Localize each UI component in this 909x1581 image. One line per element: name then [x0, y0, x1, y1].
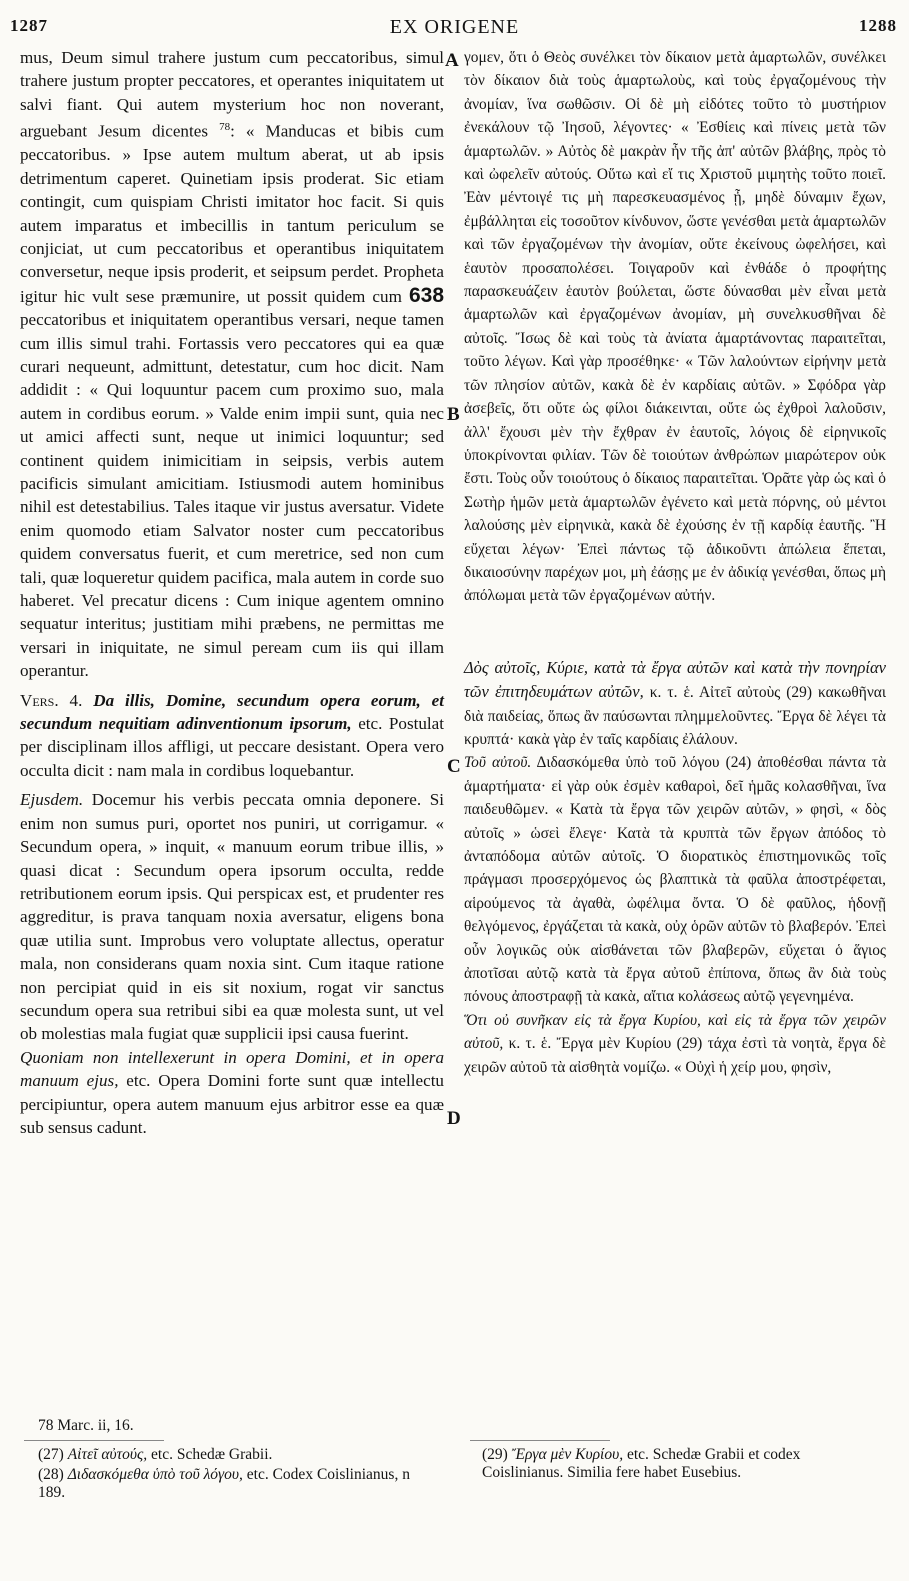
margin-letter-b: B: [447, 404, 460, 425]
latin-paragraph-ejusdem: Ejusdem. Docemur his verbis peccata omnia deponere. Si enim non sumus puri, oportet nos puniri, ut corrigamur. « Secundum opera, » inquit, « manuum eorum tribue illis, » quasi dicat : Secundum opera ipsorum occulta, redde retributionem eorum ipsis. Qui perspicax est, et prudenter res aggreditur, is prava tanquam noxia aversatur, eligens bona quæ utilia sunt. Improbus vero voluptate allectus, operatur mala, non considerans quam noxia sint. Cum itaque ratione non percipiat quid in eis sit noxium, rogat vir sanctus secundum opera sua retribui sibi ea quæ molesta sunt, ut vel ob molestias mala fugiat quæ supplicii ipsi causa fuerint.: [20, 790, 445, 1044]
footnote-27: (27) Αἰτεῖ αὐτούς, etc. Schedæ Grabii.: [38, 1446, 273, 1463]
latin-paragraph-vers4: Vers. 4. Da illis, Domine, secundum opera eorum, et secundum nequitiam adinventionum ipsorum, etc. Postulat per disciplinam illos affligi, ut peccare desistant. Opera vero occulta dicit : nam mala in cordibus loquebantur.: [20, 690, 445, 780]
footnote-78: 78 Marc. ii, 16.: [38, 1417, 134, 1434]
margin-letter-d: D: [447, 1108, 461, 1129]
margin-letter-a: A: [445, 50, 459, 71]
greek-column: [464, 46, 886, 1079]
greek-paragraph-oti: Ὅτι οὐ συνῆκαν εἰς τὰ ἔργα Κυρίου, καὶ εἰς τὰ ἔργα τῶν χειρῶν αὐτοῦ, κ. τ. ἑ. Ἔργα μὲν Κυρίου (29) τάχα ἐστὶ τὰ νοητὰ, ἔργα δὲ χειρῶν αὐτοῦ τὰ αἰσθητὰ νομίζω. « Οὐχὶ ἡ χείρ μου, φησὶν,: [464, 1011, 886, 1076]
latin-column: [20, 46, 444, 1139]
footnote-ref-78: 78: [219, 121, 231, 134]
left-page-number: 1287: [10, 16, 48, 35]
footnote-rule-left: [24, 1440, 164, 1441]
footnote-29: (29) Ἔργα μὲν Κυρίου, etc. Schedæ Grabii et codex Coislinianus. Similia fere habet Eusebius.: [482, 1446, 801, 1481]
footnote-28: (28) Διδασκόμεθα ὑπὸ τοῦ λόγου, etc. Codex Coislinianus, n 189.: [38, 1466, 410, 1501]
page-header: [0, 16, 909, 40]
greek-paragraph-1: γομεν, ὅτι ὁ Θεὸς συνέλκει τὸν δίκαιον μετὰ ἁμαρτωλῶν, συνέλκει τὸν δίκαιον διὰ τοὺς ἁμαρτωλοὺς, καὶ τοὺς ἐργαζομένους τὴν ἀνομίαν, ἵνα σωθῶσιν. Οἱ δὲ μὴ εἰδότες τοῦτο τὸ μυστήριον ἐνεκάλουν τῷ Ἰησοῦ, λέγοντες· « Ἐσθίεις καὶ πίνεις μετὰ τῶν ἁμαρτωλῶν. » Αὐτὸς δὲ μακρὰν ἦν τῆς ἀπ' αὐτῶν βλάβης, πρὸς τὸ καὶ ὠφελεῖν αὐτούς. Οὕτω καὶ εἴ τις Χριστοῦ μιμητὴς τοῦτο ποιεῖ. Ἐὰν μέντοιγέ τις μὴ παρεσκευασμένος ᾖ, μηδὲ δύναμιν ἔχων, ἐμβάλληται εἰς τοσοῦτον κίνδυνον, ὥστε γενέσθαι μετὰ ἁμαρτωλῶν καὶ τῶν ἐργαζομένων τὴν ἀνομίαν, οὔτε ἐκείνους ὠφελήσει, καὶ ἑαυτὸν προσαπολέσει. Τοιγαροῦν καὶ ἐνθάδε ὁ προφήτης παρασκευάζειν ἑαυτὸν βούλεται, ὥστε δύνασθαι μὲν εἶναι μετὰ ἁμαρτωλῶν καὶ ἐργαζομένων ἀνομίαν, μὴ συνελκυσθῆναι δὲ αὐτοῖς. Ἴσως δὲ καὶ τοὺς τὰ ἀνίατα ἁμαρτάνοντας παραιτεῖται, τοῦτο λέγων. Καὶ γὰρ προσέθηκε· « Τῶν λαλούντων εἰρήνην μετὰ τῶν πλησίον αὐτῶν, κακὰ δὲ ἐν καρδίαις αὐτῶν. » Σφόδρα γὰρ ἀσεβεῖς, ὅτι οὔτε ὡς φίλοι διάκεινται, οὔτε ὡς ἐχθροὶ λαλοῦσιν, ἀλλ' ἔχουσι μὲν τὴν ἔχθραν ἐν ἑαυτοῖς, λόγοις δὲ εἰρηνικοῖς ὑποκρίνονται φιλίαν. Τῶν δὲ τοιούτων ἀνθρώπων μιαρώτερον οὐκ ἔστι. Τοὺς οὖν τοιούτους ὁ δίκαιος παραιτεῖται. Ὁρᾶτε γὰρ ὡς καὶ ὁ Σωτὴρ ἡμῶν μετὰ ἁμαρτωλῶν ἐγένετο καὶ μετὰ πόρνης, οὐ μέντοι λαλούσης μὲν εἰρηνικὰ, κακὰ δὲ ἐχούσης ἐν τῇ καρδίᾳ ἑαυτῆς. Ἢ εὔχεται λέγων· Ἐπεὶ πάντως τῷ ἀδικοῦντι ἀπώλεια ἕπεται, δικαιοσύνην παρέχων μοι, μὴ ἐάσῃς με ἐν ἀδικίᾳ γενέσθαι, ὅπως μὴ ἀπόλωμαι μετὰ τῶν ἐργαζομένων αὐτήν.: [464, 49, 886, 605]
running-title: EX ORIGENE: [389, 16, 520, 38]
right-page-number: 1288: [859, 16, 897, 35]
margin-letter-c: C: [447, 756, 461, 777]
footnote-rule-right: [470, 1440, 610, 1441]
latin-paragraph-quoniam: Quoniam non intellexerunt in opera Domini, et in opera manuum ejus, etc. Opera Domini forte sunt quæ intellectu percipiuntur, opera autem manuum ejus arbitror esse ea quæ sub sensus cadunt.: [20, 1047, 444, 1137]
greek-paragraph-dos: Δὸς αὐτοῖς, Κύριε, κατὰ τὰ ἔργα αὐτῶν καὶ κατὰ τὴν πονηρίαν τῶν ἐπιτηδευμάτων αὐτῶν, κ. τ. ἑ. Αἰτεῖ αὐτοὺς (29) κακωθῆναι διὰ παιδείας, ὅπως ἂν παύσωνται πλημμελοῦντες. Ἔργα δὲ λέγει τὰ κρυπτά· κακὰ γὰρ ἐν ταῖς καρδίαις ἐλάλουν.: [464, 657, 886, 748]
greek-paragraph-tou-autou: Τοῦ αὐτοῦ. Διδασκόμεθα ὑπὸ τοῦ λόγου (24) ἀποθέσθαι πάντα τὰ ἁμαρτήματα· εἰ γὰρ οὐκ ἐσμὲν καθαροὶ, δεῖ ἡμᾶς κολασθῆναι, ἵνα παιδευθῶμεν. « Κατὰ τὰ ἔργα τῶν χειρῶν αὐτῶν, » φησὶ, « δὸς αὐτοῖς » ὡσεὶ ἔλεγε· Κατὰ τὰ κρυπτὰ τῶν ἔργων ἀπόδος τὸ ἀνταπόδομα αὐτῶν αὐτοῖς. Ὁ διορατικὸς ἐπιστημονικῶς τοῖς πράγμασι προσερχόμενος ὡς βλαπτικὰ τὰ φαῦλα ἀποστρέφεται, αἱρούμενος τὰ ἀγαθὰ, ὠφέλιμα ὄντα. Ὁ δὲ φαῦλος, ἡδονῇ θελγόμενος, ἐργάζεται τὰ κακὰ, οὐχ ὁρῶν αὐτῶν τὸ βλαβερόν. Ἐπεὶ οὖν λογικῶς οὐκ αἰσθάνεται τῶν βλαβερῶν, εὔχεται ὁ ἅγιος ἀποτῖσαι αὐτῷ κατὰ τὰ ἔργα αὐτοῦ ἐπίπονα, ὅπως ἂν διὰ τοὺς πόνους ἀποστραφῇ τὰ κακὰ, αἴτια κολάσεως αὐτῷ γεγενημένα.: [464, 754, 887, 1006]
latin-paragraph-1: mus, Deum simul trahere justum cum peccatoribus, simul trahere justum propter peccatores, et operantes iniquitatem ut salvi fiant. Qui autem mysterium hoc non noverant, arguebant Jesum dicentes $^{78}$: « Manducas et bibis cum peccatoribus. » Ipse autem multum aberat, ut ab ipsis detrimentum caperet. Quinetiam ipsis proderat. Sic etiam contingit, cum quispiam Christi imitator hoc facit. Si quis autem imparatus et imbecillis in tantum periculum se conjiciat, ut cum peccatoribus et operantibus iniquitatem conversetur, neque ipsis proderit, et seipsum perdet. Propheta igitur hic vult sese præmunire, ut possit quidem cum 638 peccatoribus et iniquitatem operantibus versari, neque tamen cum illis simul trahi. Fortassis vero peccatores qui ea quæ curari nequeunt, admittunt, detestatur, cum hoc dicit. Nam addidit : « Qui loquuntur pacem cum proximo suo, mala autem in cordibus eorum. » Valde enim impii sunt, quia nec ut amici affecti sunt, neque ut inimici loquuntur; sed continent quidem inimicitiam in seipsis, verbis autem pacificis simulant amicitiam. Istiusmodi autem hominibus nihil est detestabilius. Tales itaque vir justus aversatur. Videte enim quomodo etiam Salvator noster cum peccatoribus quidem conversatus fuerit, et cum meretrice, sed non cum tali, quæ loqueretur quidem pacifica, mala autem in corde suo haberet. Vel precatur dicens : Cum inique agentem omnino sequatur interitus; justitiam mihi præbens, ne permittas me versari in iniquitate, ne simul peream cum iis qui illam operantur.: [20, 48, 445, 681]
column-number: 638: [408, 283, 445, 307]
